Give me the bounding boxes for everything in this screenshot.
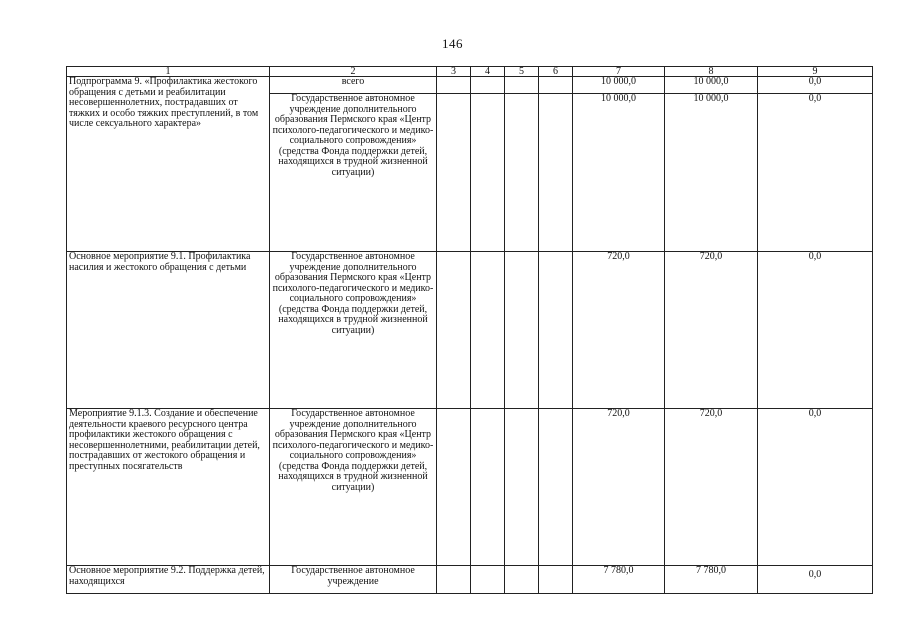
empty-cell [471, 94, 505, 252]
column-number: 2 [270, 67, 437, 77]
budget-table [66, 66, 873, 594]
program-name-cell: Подпрограмма 9. «Профилактика жестокого обращения с детьми и реабилитации несовершеннолетних, пострадавших от тяжких и особо тяжких преступлений, в том числе сексуального характера» [67, 77, 270, 252]
page-number: 146 [442, 36, 463, 51]
empty-cell [505, 94, 539, 252]
program-name-cell: Основное мероприятие 9.1. Профилактика насилия и жестокого обращения с детьми [67, 252, 270, 409]
table-row [67, 252, 873, 409]
empty-cell [437, 94, 471, 252]
value-col7: 10 000,0 [573, 77, 665, 94]
table-row [67, 566, 873, 594]
value-col7: 10 000,0 [573, 94, 665, 252]
empty-cell [539, 409, 573, 566]
funding-source-cell: Государственное автономное учреждение [270, 566, 437, 594]
empty-cell [437, 566, 471, 594]
value-col9: 0,0 [758, 566, 873, 594]
empty-cell [505, 77, 539, 94]
value-col9: 0,0 [758, 409, 873, 566]
value-col7: 720,0 [573, 252, 665, 409]
empty-cell [471, 77, 505, 94]
value-col9: 0,0 [758, 94, 873, 252]
value-col7: 7 780,0 [573, 566, 665, 594]
funding-source-cell: Государственное автономное учреждение дополнительного образования Пермского края «Центр психолого-педагогического и медико-социального сопровождения» (средства Фонда поддержки детей, находящихся в трудной жизненной ситуации) [270, 94, 437, 252]
empty-cell [437, 77, 471, 94]
column-number: 7 [573, 67, 665, 77]
column-number: 5 [505, 67, 539, 77]
empty-cell [471, 566, 505, 594]
empty-cell [505, 409, 539, 566]
empty-cell [471, 252, 505, 409]
empty-cell [505, 566, 539, 594]
value-col9: 0,0 [758, 252, 873, 409]
funding-source-cell: Государственное автономное учреждение дополнительного образования Пермского края «Центр психолого-педагогического и медико-социального сопровождения» (средства Фонда поддержки детей, находящихся в трудной жизненной ситуации) [270, 252, 437, 409]
value-col8: 7 780,0 [665, 566, 758, 594]
program-name-cell: Мероприятие 9.1.3. Создание и обеспечение деятельности краевого ресурсного центра профилактики жестокого обращения с несовершеннолетними, реабилитации детей, пострадавших от жестокого обращения и преступных посягательств [67, 409, 270, 566]
empty-cell [539, 77, 573, 94]
funding-source-cell: Государственное автономное учреждение дополнительного образования Пермского края «Центр психолого-педагогического и медико-социального сопровождения» (средства Фонда поддержки детей, находящихся в трудной жизненной ситуации) [270, 409, 437, 566]
empty-cell [437, 409, 471, 566]
column-number: 6 [539, 67, 573, 77]
value-col9: 0,0 [758, 77, 873, 94]
column-number: 3 [437, 67, 471, 77]
table-row-subprogram-total [67, 77, 873, 94]
empty-cell [539, 252, 573, 409]
value-col7: 720,0 [573, 409, 665, 566]
column-number: 8 [665, 67, 758, 77]
value-col8: 10 000,0 [665, 77, 758, 94]
table-row [67, 409, 873, 566]
empty-cell [437, 252, 471, 409]
column-number: 4 [471, 67, 505, 77]
column-number: 9 [758, 67, 873, 77]
value-col8: 10 000,0 [665, 94, 758, 252]
empty-cell [471, 409, 505, 566]
source-total-label: всего [270, 77, 437, 94]
value-col8: 720,0 [665, 409, 758, 566]
empty-cell [539, 566, 573, 594]
program-name-cell: Основное мероприятие 9.2. Поддержка детей, находящихся [67, 566, 270, 594]
column-number-row [67, 67, 873, 77]
value-col8: 720,0 [665, 252, 758, 409]
empty-cell [505, 252, 539, 409]
empty-cell [539, 94, 573, 252]
column-number: 1 [67, 67, 270, 77]
